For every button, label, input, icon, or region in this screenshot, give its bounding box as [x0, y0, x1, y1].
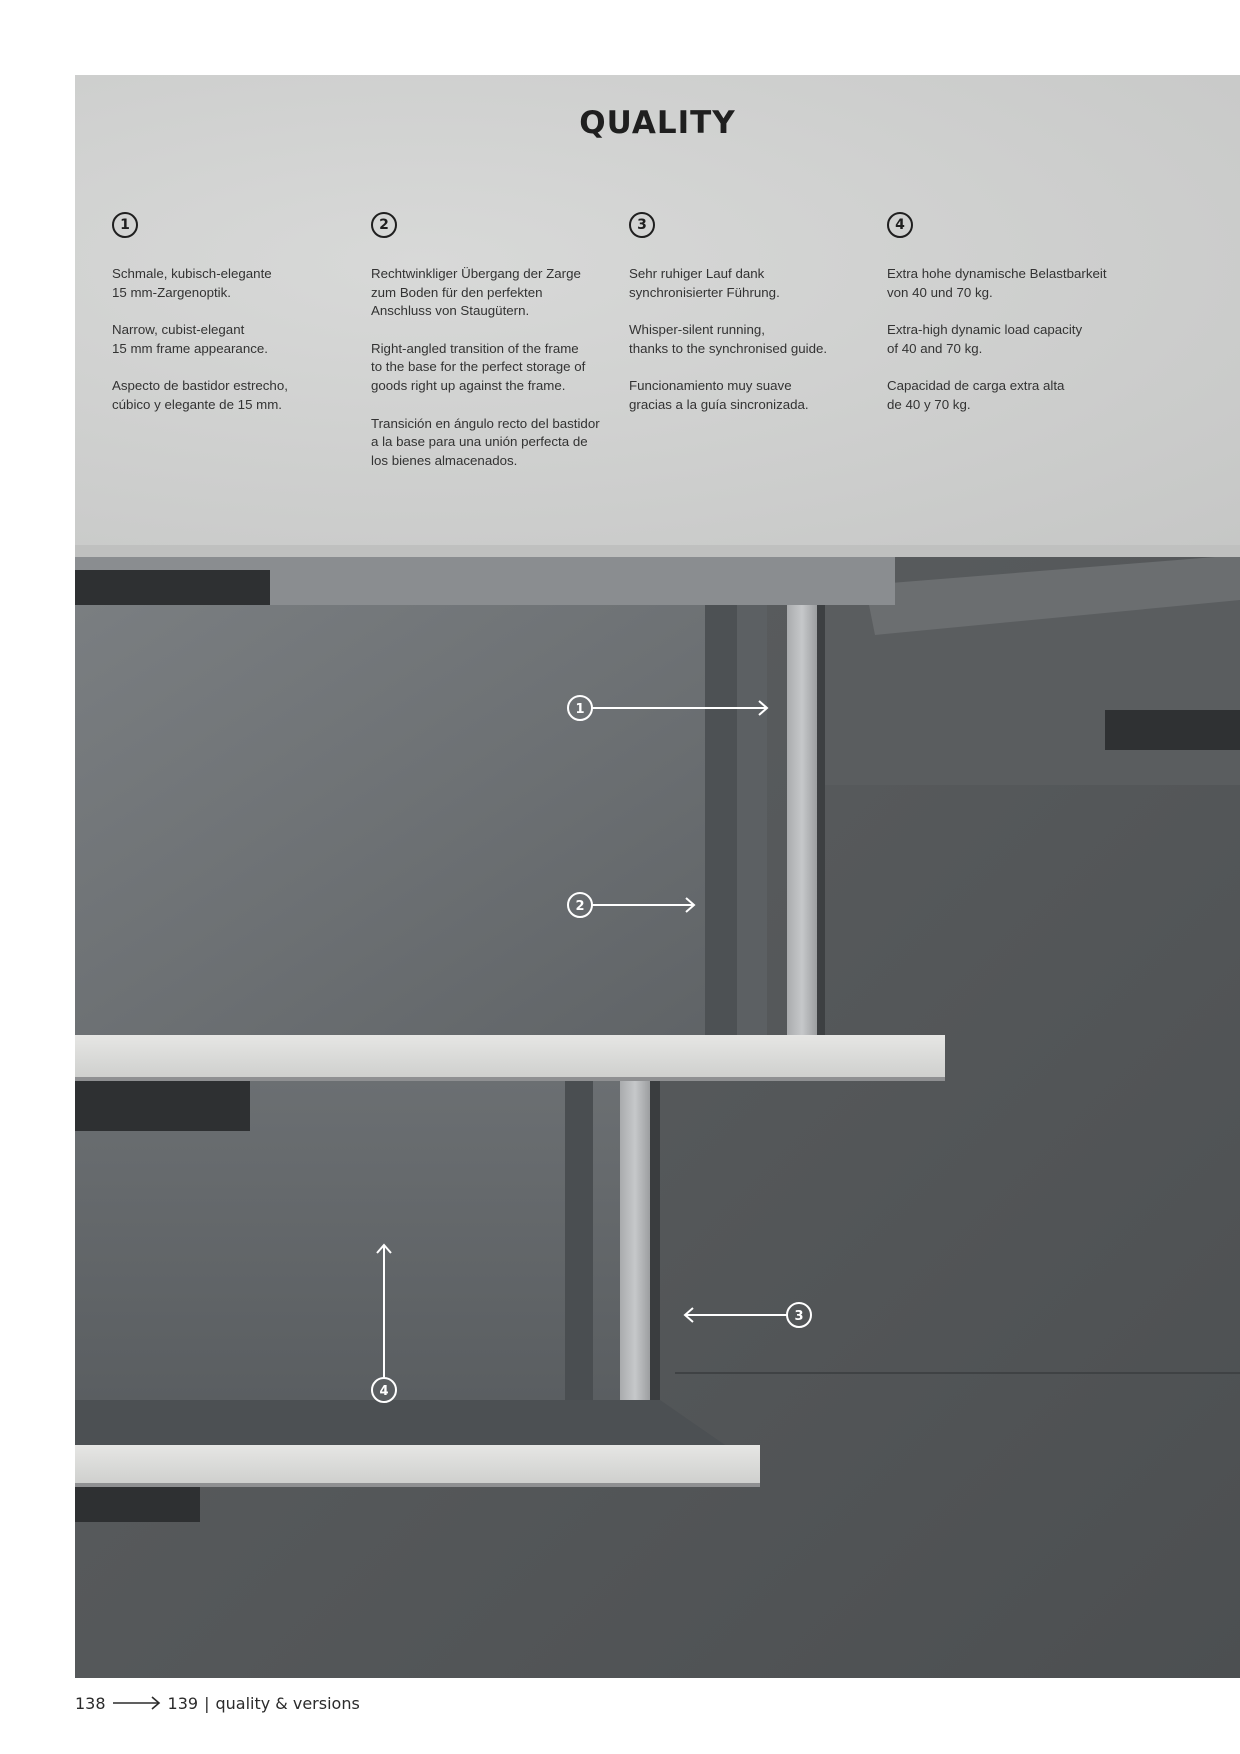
marker-label: 3	[794, 1309, 804, 1324]
quality-panel	[75, 75, 1240, 1678]
feature-text-en: Extra-high dynamic load capacity of 40 and 70 kg.	[887, 322, 1083, 356]
feature-text-es: Capacidad de carga extra alta de 40 y 70 kg.	[887, 378, 1065, 412]
feature-number-badge: 4	[887, 212, 913, 238]
footer-separator: |	[204, 1693, 210, 1713]
arrow-right-icon	[112, 1696, 162, 1710]
section-name: quality & versions	[215, 1693, 360, 1713]
feature-text-en: Whisper-silent running, thanks to the synchronised guide.	[629, 322, 828, 356]
marker-label: 2	[575, 899, 585, 914]
feature-text-de: Sehr ruhiger Lauf dank synchronisierter Führung.	[629, 266, 780, 300]
feature-text-es: Funcionamiento muy suave gracias a la guía sincronizada.	[629, 378, 809, 412]
feature-column-3	[629, 212, 861, 434]
feature-text-es: Transición en ángulo recto del bastidor a la base para una unión perfecta de los bienes almacenados.	[371, 415, 600, 468]
drawer-photo	[75, 545, 1240, 1678]
page-footer	[75, 1691, 360, 1715]
page-number-to: 139	[167, 1693, 199, 1713]
feature-text-de: Extra hohe dynamische Belastbarkeit von 40 und 70 kg.	[887, 266, 1107, 300]
feature-text-de: Schmale, kubisch-elegante 15 mm-Zargenoptik.	[112, 266, 272, 300]
marker-label: 4	[379, 1384, 389, 1399]
feature-column-4	[887, 212, 1119, 434]
feature-text-de: Rechtwinkliger Übergang der Zarge zum Boden für den perfekten Anschluss von Staugütern.	[371, 266, 581, 319]
page-title: QUALITY	[579, 105, 736, 141]
marker-label: 1	[575, 702, 585, 717]
page-number-from: 138	[75, 1693, 106, 1713]
feature-number-badge: 2	[371, 212, 397, 238]
feature-text-en: Narrow, cubist-elegant 15 mm frame appearance.	[112, 322, 268, 356]
header-area	[75, 75, 1240, 545]
feature-column-2	[371, 212, 603, 489]
feature-number-badge: 1	[112, 212, 138, 238]
feature-number-badge: 3	[629, 212, 655, 238]
feature-column-1	[112, 212, 344, 434]
feature-text-en: Right-angled transition of the frame to the base for the perfect storage of goods right up against the frame.	[371, 340, 586, 393]
feature-text-es: Aspecto de bastidor estrecho, cúbico y elegante de 15 mm.	[112, 378, 288, 412]
